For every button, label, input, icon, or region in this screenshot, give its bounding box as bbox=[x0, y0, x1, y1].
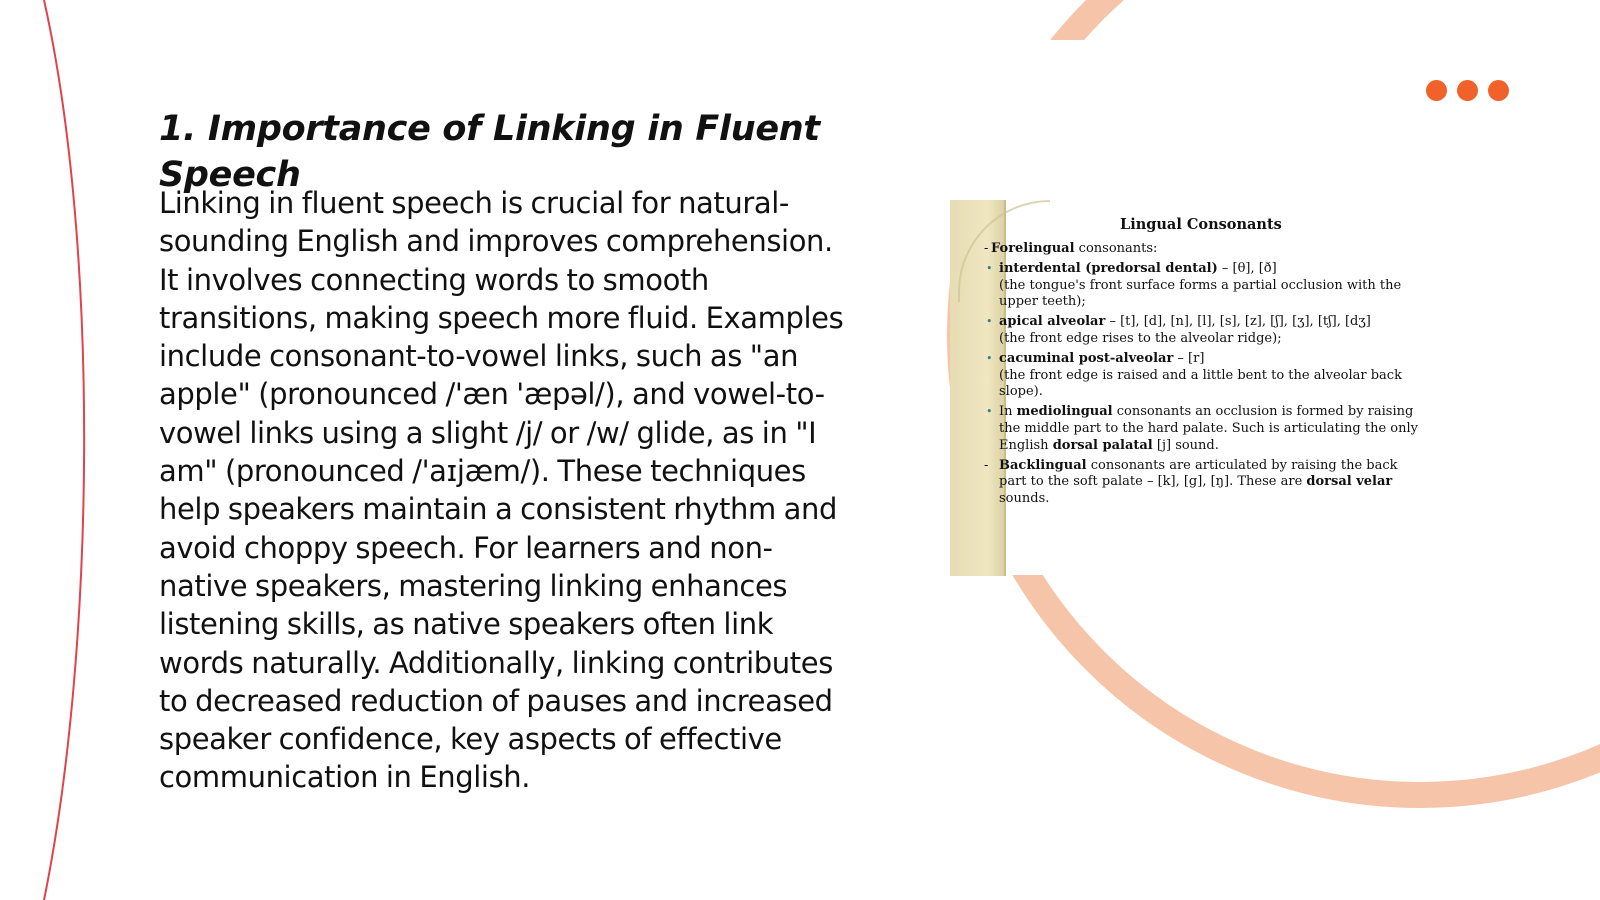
bullet-icon: • bbox=[986, 351, 993, 365]
decor-dots bbox=[1426, 80, 1509, 101]
apical-item: • apical alveolar – [t], [d], [n], [l], [s], [z], [ʃ], [ʒ], [tʃ], [dʒ] (the front edge rises to the alveolar ridge); bbox=[986, 314, 1371, 346]
dot-icon bbox=[1488, 80, 1509, 101]
slide-body-text: Linking in fluent speech is crucial for natural-sounding English and improves comprehension. It involves connecting words to smooth transitions, making speech more fluid. Examples include consonant-to-vowel links, such as "an apple" (pronounced /'æn 'æpəl/), and vowel-to-vowel links using a slight /j/ or /w/ glide, as in "I am" (pronounced /'aɪjæm/). These techniques help speakers maintain a consistent rhythm and avoid choppy speech. For learners and non-native speakers, mastering linking enhances listening skills, as native speakers often link words naturally. Additionally, linking contributes to decreased reduction of pauses and increased speaker confidence, key aspects of effective communication in English. bbox=[159, 186, 844, 795]
slide-title: 1. Importance of Linking in Fluent Speech bbox=[159, 109, 820, 195]
decor-red-line bbox=[44, 0, 84, 900]
forelingual-heading: - Forelingual consonants: bbox=[984, 241, 1158, 256]
bullet-icon: • bbox=[986, 261, 993, 275]
dot-icon bbox=[1457, 80, 1478, 101]
mediolingual-item: • In mediolingual consonants an occlusion is formed by raising the middle part to the hard palate. Such is articulating the only English dorsal palatal [j] sound. bbox=[986, 404, 1419, 453]
figure-content bbox=[950, 238, 1420, 508]
backlingual-item: - Backlingual consonants are articulated by raising the back part to the soft palate – [k], [g], [ŋ]. These are dorsal velar sounds. bbox=[984, 457, 1398, 507]
cacuminal-item: • cacuminal post-alveolar – [r] (the front edge is raised and a little bent to the alveolar back slope). bbox=[986, 350, 1402, 400]
interdental-item: • interdental (predorsal dental) – [θ], [ð] (the tongue's front surface forms a partial occlusion with the upper teeth); bbox=[986, 260, 1402, 310]
lingual-consonants-figure bbox=[950, 200, 1420, 576]
dot-icon bbox=[1426, 80, 1447, 101]
bullet-icon: • bbox=[986, 405, 993, 419]
figure-title: Lingual Consonants bbox=[1120, 216, 1282, 233]
bullet-icon: • bbox=[986, 315, 993, 329]
